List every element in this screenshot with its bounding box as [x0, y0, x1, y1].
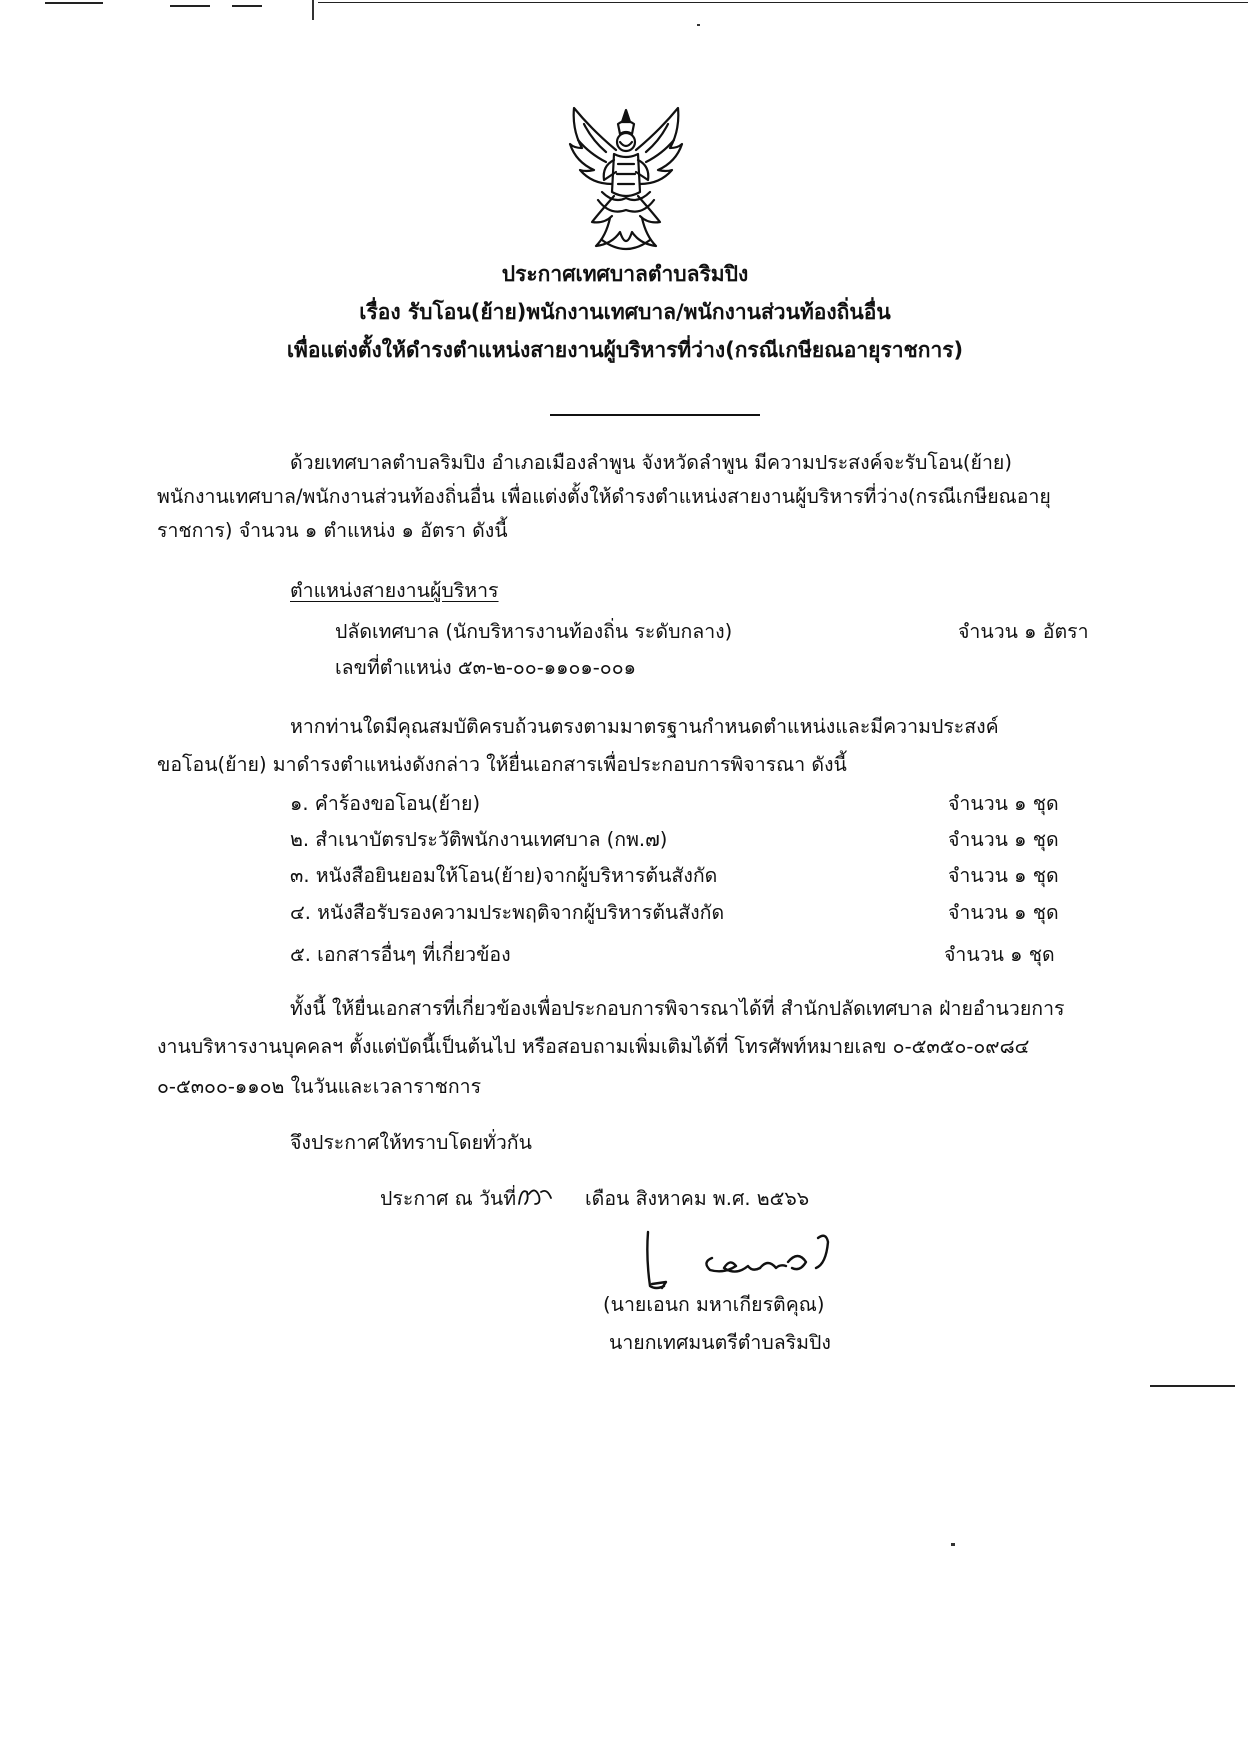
scan-border-line — [318, 2, 1248, 3]
signatory-name: (นายเอนก มหาเกียรติคุณ) — [603, 1293, 825, 1316]
intro-line-1: ด้วยเทศบาลตำบลริมปิง อำเภอเมืองลำพูน จังหวัดลำพูน มีความประสงค์จะรับโอน(ย้าย) — [290, 451, 1012, 474]
contact-line-2: งานบริหารงานบุคคลฯ ตั้งแต่บัดนี้เป็นต้นไป หรือสอบถามเพิ่มเติมได้ที่ โทรศัพท์หมายเลข ๐-๕๓๕๐-๐๙๘๔ — [157, 1035, 1030, 1058]
position-quantity: จำนวน ๑ อัตรา — [958, 620, 1089, 643]
contact-line-1: ทั้งนี้ ให้ยื่นเอกสารที่เกี่ยวข้องเพื่อประกอบการพิจารณาได้ที่ สำนักปลัดเทศบาล ฝ่ายอำนวยการ — [290, 997, 1065, 1020]
scan-border-tick — [312, 0, 314, 20]
scan-border-line — [170, 5, 210, 7]
document-item-qty: จำนวน ๑ ชุด — [948, 828, 1059, 851]
scan-speck — [697, 24, 700, 26]
document-item-qty: จำนวน ๑ ชุด — [948, 792, 1059, 815]
handwritten-day-icon — [515, 1182, 555, 1210]
requirements-line-2: ขอโอน(ย้าย) มาดำรงตำแหน่งดังกล่าว ให้ยื่นเอกสารเพื่อประกอบการพิจารณา ดังนี้ — [157, 753, 847, 776]
scan-border-line — [45, 2, 103, 4]
intro-line-2: พนักงานเทศบาล/พนักงานส่วนท้องถิ่นอื่น เพื่อแต่งตั้งให้ดำรงตำแหน่งสายงานผู้บริหารที่ว่าง(กรณีเกษียณอายุ — [157, 485, 1051, 508]
announcement-title: ประกาศเทศบาลตำบลริมปิง — [501, 262, 749, 286]
document-item: ๓. หนังสือยินยอมให้โอน(ย้าย)จากผู้บริหารต้นสังกัด — [290, 864, 718, 887]
title-divider — [550, 414, 760, 416]
position-name: ปลัดเทศบาล (นักบริหารงานท้องถิ่น ระดับกลาง) — [335, 620, 733, 643]
position-heading: ตำแหน่งสายงานผู้บริหาร — [290, 579, 499, 602]
scan-speck — [951, 1543, 955, 1546]
position-number: เลขที่ตำแหน่ง ๕๓-๒-๐๐-๑๑๐๑-๐๐๑ — [335, 656, 636, 679]
document-item: ๑. คำร้องขอโอน(ย้าย) — [290, 792, 481, 815]
announcement-date-prefix: ประกาศ ณ วันที่ — [380, 1187, 517, 1210]
contact-line-3: ๐-๕๓๐๐-๑๑๐๒ ในวันและเวลาราชการ — [157, 1075, 482, 1098]
document-item: ๔. หนังสือรับรองความประพฤติจากผู้บริหารต้นสังกัด — [290, 901, 725, 924]
document-item: ๒. สำเนาบัตรประวัติพนักงานเทศบาล (กพ.๗) — [290, 828, 668, 851]
announcement-date-suffix: เดือน สิงหาคม พ.ศ. ๒๕๖๖ — [585, 1187, 810, 1210]
closing-statement: จึงประกาศให้ทราบโดยทั่วกัน — [290, 1131, 532, 1154]
garuda-emblem-icon — [562, 100, 690, 260]
document-item: ๕. เอกสารอื่นๆ ที่เกี่ยวข้อง — [290, 943, 511, 966]
announcement-subject-continued: เพื่อแต่งตั้งให้ดำรงตำแหน่งสายงานผู้บริหารที่ว่าง(กรณีเกษียณอายุราชการ) — [286, 338, 964, 362]
document-item-qty: จำนวน ๑ ชุด — [948, 901, 1059, 924]
document-item-qty: จำนวน ๑ ชุด — [948, 864, 1059, 887]
scan-border-line — [232, 5, 262, 7]
intro-line-3: ราชการ) จำนวน ๑ ตำแหน่ง ๑ อัตรา ดังนี้ — [157, 519, 508, 542]
signatory-title: นายกเทศมนตรีตำบลริมปิง — [609, 1331, 831, 1354]
document-item-qty: จำนวน ๑ ชุด — [944, 943, 1055, 966]
scan-mark — [1150, 1385, 1235, 1387]
announcement-subject: เรื่อง รับโอน(ย้าย)พนักงานเทศบาล/พนักงานส่วนท้องถิ่นอื่น — [359, 300, 891, 324]
requirements-line-1: หากท่านใดมีคุณสมบัติครบถ้วนตรงตามมาตรฐานกำหนดตำแหน่งและมีความประสงค์ — [290, 715, 999, 738]
